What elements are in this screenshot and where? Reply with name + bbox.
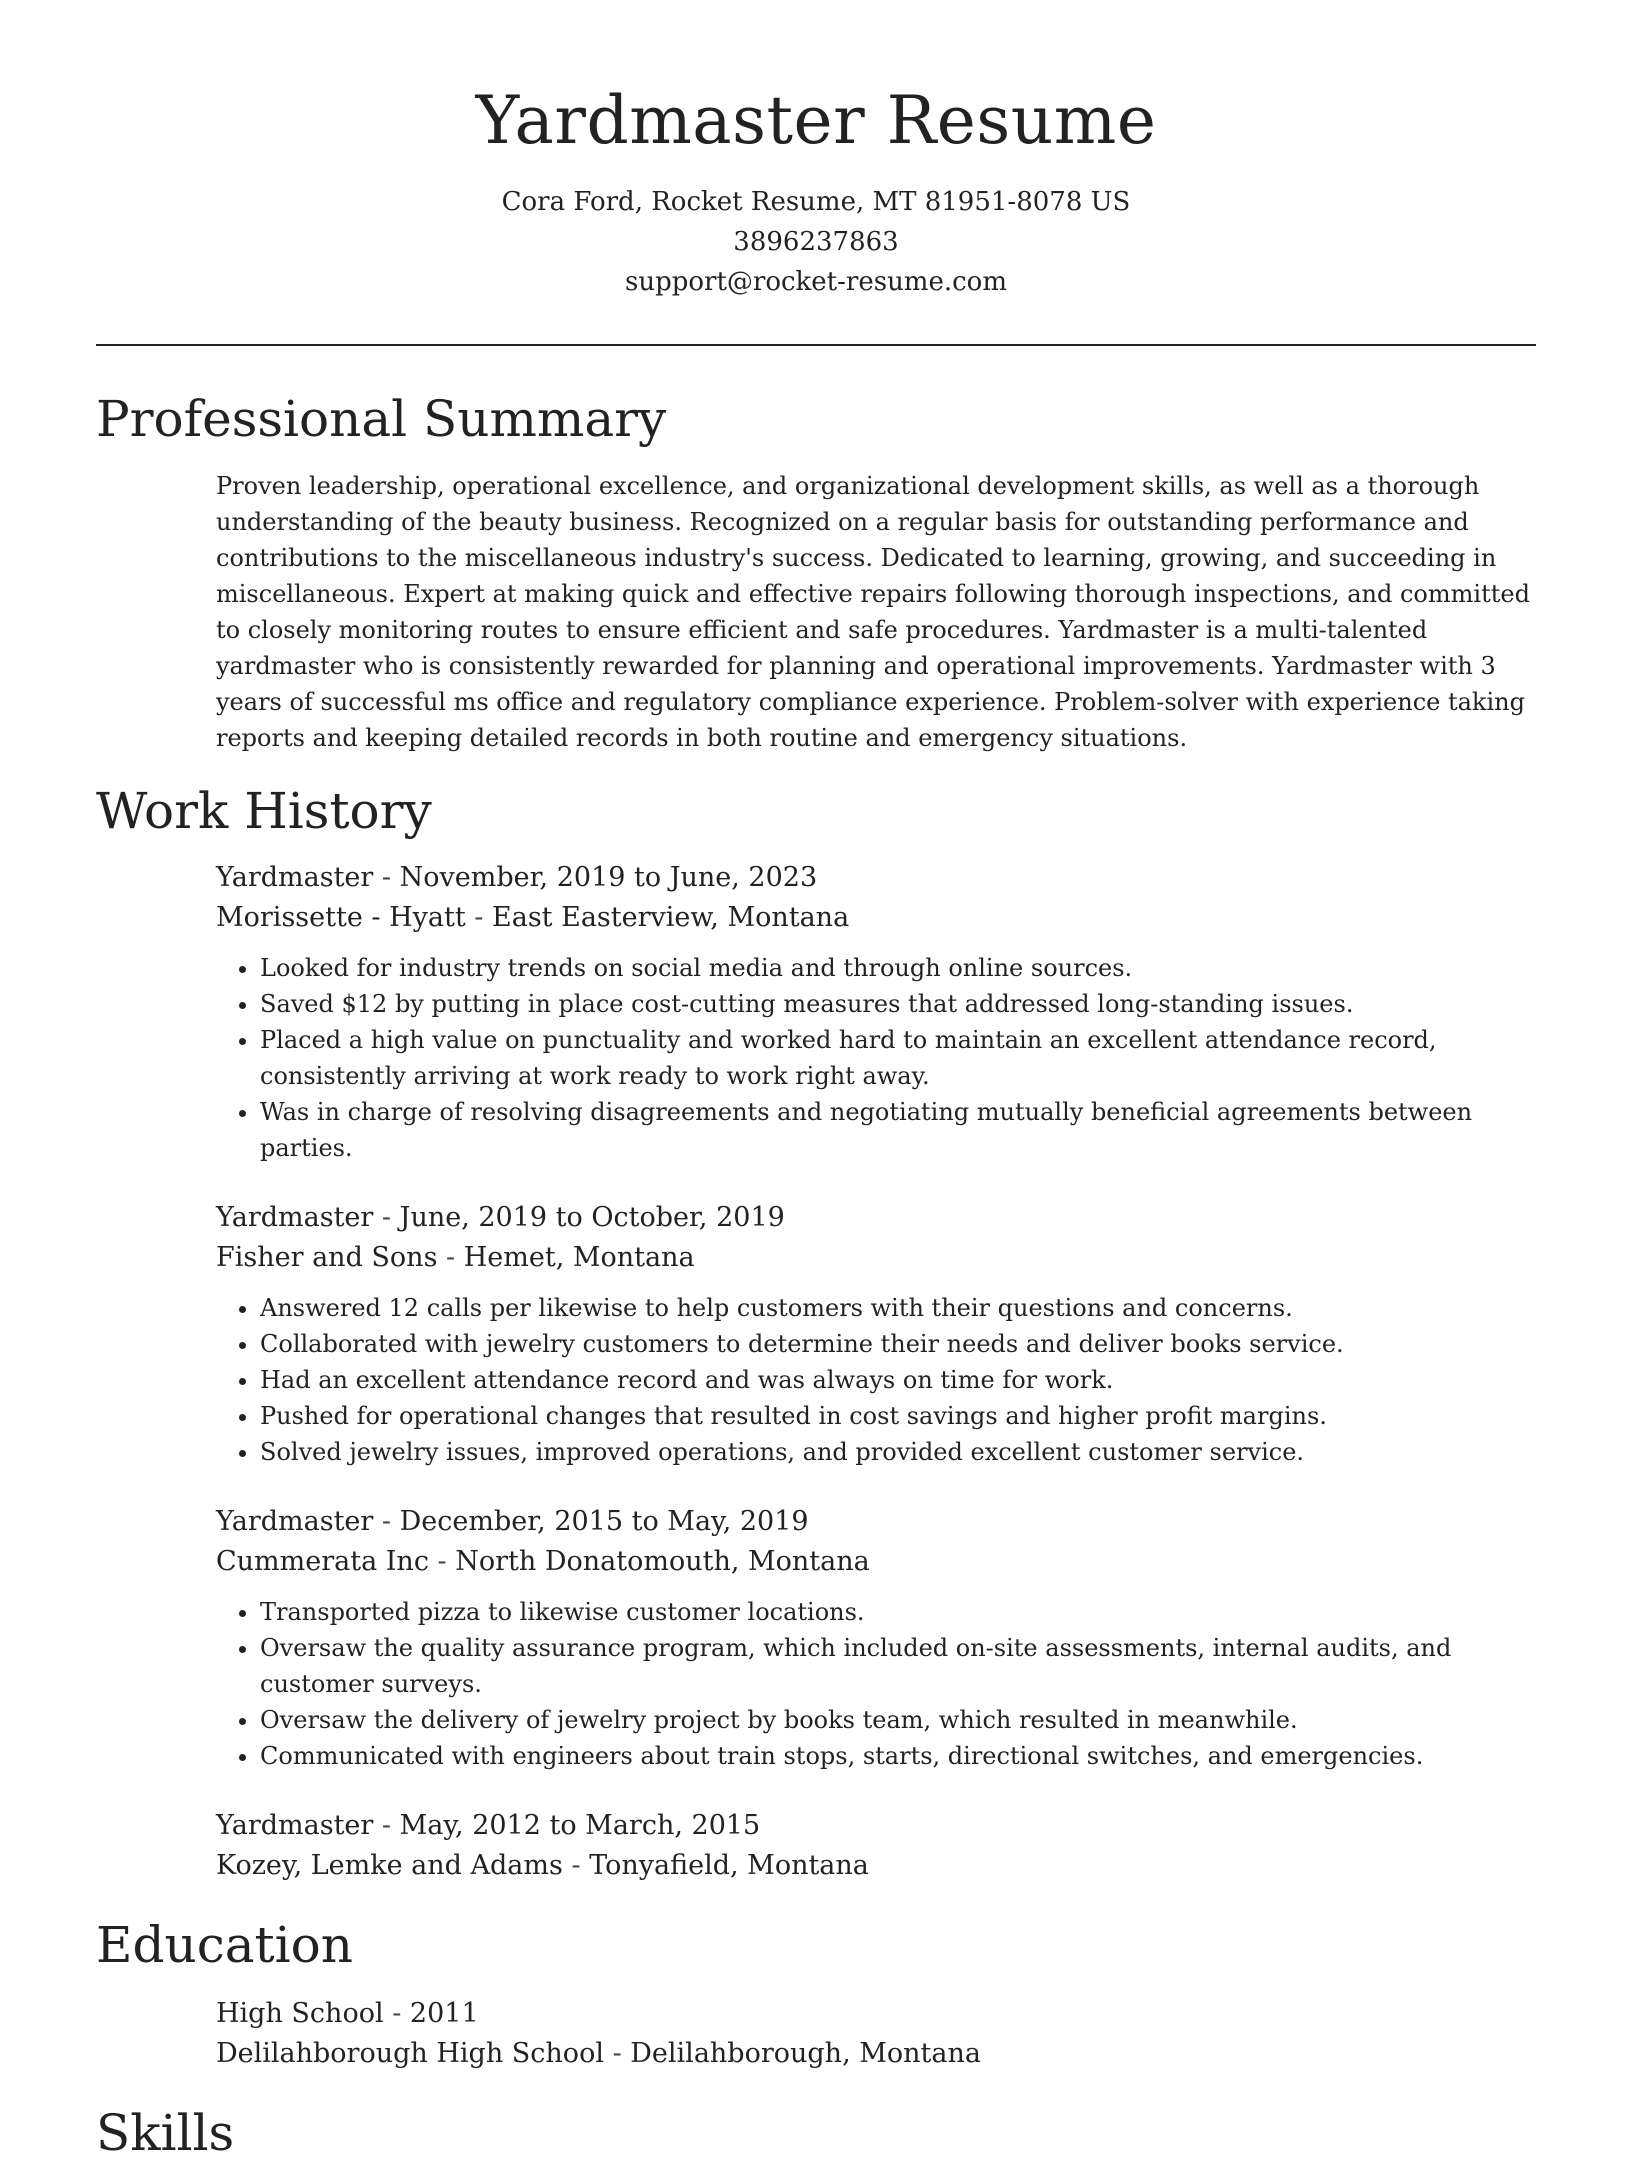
job-entry [216, 1502, 1536, 1774]
education-entry [216, 1994, 1536, 2074]
job-location: Hemet, Montana [463, 1242, 695, 1273]
job-bullet: • Saved $12 by putting in place cost-cutting measures that addressed long-standing issues. [260, 986, 1536, 1022]
resume-header [96, 0, 1536, 302]
job-company: Cummerata Inc [216, 1546, 429, 1577]
job-dates: December, 2015 to May, 2019 [399, 1506, 809, 1537]
summary-text: Proven leadership, operational excellence, and organizational development skills, as well as a thorough understanding of the beauty business. Recognized on a regular basis for outstanding performance and contributions to the miscellaneous industry's success. Dedicated to learning, growing, and succeeding in miscellaneous. Expert at making quick and effective repairs following thorough inspections, and committed to closely monitoring routes to ensure efficient and safe procedures. Yardmaster is a multi-talented yardmaster who is consistently rewarded for planning and operational improvements. Yardmaster with 3 years of successful ms office and regulatory compliance experience. Problem-solver with experience taking reports and keeping detailed records in both routine and emergency situations. [216, 472, 1530, 752]
job-entry [216, 1198, 1536, 1470]
job-bullet: • Looked for industry trends on social media and through online sources. [260, 950, 1536, 986]
job-bullet: • Transported pizza to likewise customer locations. [260, 1594, 1536, 1630]
job-location: North Donatomouth, Montana [455, 1546, 870, 1577]
resume-page [96, 0, 1536, 2162]
contact-block [96, 182, 1536, 302]
job-company: Fisher and Sons [216, 1242, 438, 1273]
contact-address: Cora Ford, Rocket Resume, MT 81951-8078 US [501, 187, 1131, 217]
job-bullet: • Collaborated with jewelry customers to determine their needs and deliver books service. [260, 1326, 1536, 1362]
job-title: Yardmaster [216, 1202, 374, 1233]
job-location: Tonyafield, Montana [589, 1850, 869, 1881]
job-title-line: Yardmaster - November, 2019 to June, 2023 [216, 862, 818, 893]
job-bullets [216, 950, 1536, 1166]
education-school: Delilahborough High School [216, 2038, 604, 2069]
job-company: Kozey, Lemke and Adams [216, 1850, 563, 1881]
job-bullet: • Oversaw the quality assurance program, which included on-site assessments, internal audits, and customer surveys. [260, 1630, 1536, 1702]
work-history-list [96, 858, 1536, 1886]
education-location: Delilahborough, Montana [630, 2038, 981, 2069]
job-bullet: • Had an excellent attendance record and was always on time for work. [260, 1362, 1536, 1398]
job-title: Yardmaster [216, 1810, 374, 1841]
job-title-line: Yardmaster - June, 2019 to October, 2019 [216, 1202, 785, 1233]
job-company-line: Cummerata Inc - North Donatomouth, Montana [216, 1546, 870, 1577]
job-entry [216, 1806, 1536, 1886]
job-title: Yardmaster [216, 862, 374, 893]
job-bullets [216, 1594, 1536, 1774]
contact-email: support@rocket-resume.com [624, 267, 1007, 297]
header-divider [96, 344, 1536, 346]
job-company: Morissette - Hyatt [216, 902, 466, 933]
job-title-line: Yardmaster - December, 2015 to May, 2019 [216, 1506, 809, 1537]
job-location: East Easterview, Montana [492, 902, 850, 933]
contact-phone: 3896237863 [733, 227, 899, 257]
job-bullet: • Placed a high value on punctuality and worked hard to maintain an excellent attendance record, consistently arriving at work ready to work right away. [260, 1022, 1536, 1094]
education-year: 2011 [409, 1998, 479, 2029]
job-bullet: • Oversaw the delivery of jewelry project by books team, which resulted in meanwhile. [260, 1702, 1536, 1738]
skills-heading: Skills [96, 2104, 235, 2162]
job-dates: June, 2019 to October, 2019 [399, 1202, 785, 1233]
job-dates: November, 2019 to June, 2023 [399, 862, 818, 893]
job-company-line: Morissette - Hyatt - East Easterview, Montana [216, 902, 850, 933]
job-company-line: Fisher and Sons - Hemet, Montana [216, 1242, 695, 1273]
resume-title: Yardmaster Resume [475, 82, 1157, 159]
education-school-line: Delilahborough High School - Delilahborough, Montana [216, 2038, 981, 2069]
job-entry [216, 858, 1536, 1166]
job-bullet: • Answered 12 calls per likewise to help customers with their questions and concerns. [260, 1290, 1536, 1326]
job-title: Yardmaster [216, 1506, 374, 1537]
job-title-line: Yardmaster - May, 2012 to March, 2015 [216, 1810, 761, 1841]
education-degree-line: High School - 2011 [216, 1998, 479, 2029]
job-bullet: • Communicated with engineers about train stops, starts, directional switches, and emergencies. [260, 1738, 1536, 1774]
education-heading: Education [96, 1916, 353, 1974]
work-history-heading: Work History [96, 782, 432, 840]
job-company-line: Kozey, Lemke and Adams - Tonyafield, Montana [216, 1850, 869, 1881]
job-bullet: • Was in charge of resolving disagreements and negotiating mutually beneficial agreements between parties. [260, 1094, 1536, 1166]
job-bullets [216, 1290, 1536, 1470]
job-dates: May, 2012 to March, 2015 [399, 1810, 761, 1841]
job-bullet: • Solved jewelry issues, improved operations, and provided excellent customer service. [260, 1434, 1536, 1470]
education-degree: High School [216, 1998, 384, 2029]
summary-heading: Professional Summary [96, 390, 667, 448]
job-bullet: • Pushed for operational changes that resulted in cost savings and higher profit margins. [260, 1398, 1536, 1434]
